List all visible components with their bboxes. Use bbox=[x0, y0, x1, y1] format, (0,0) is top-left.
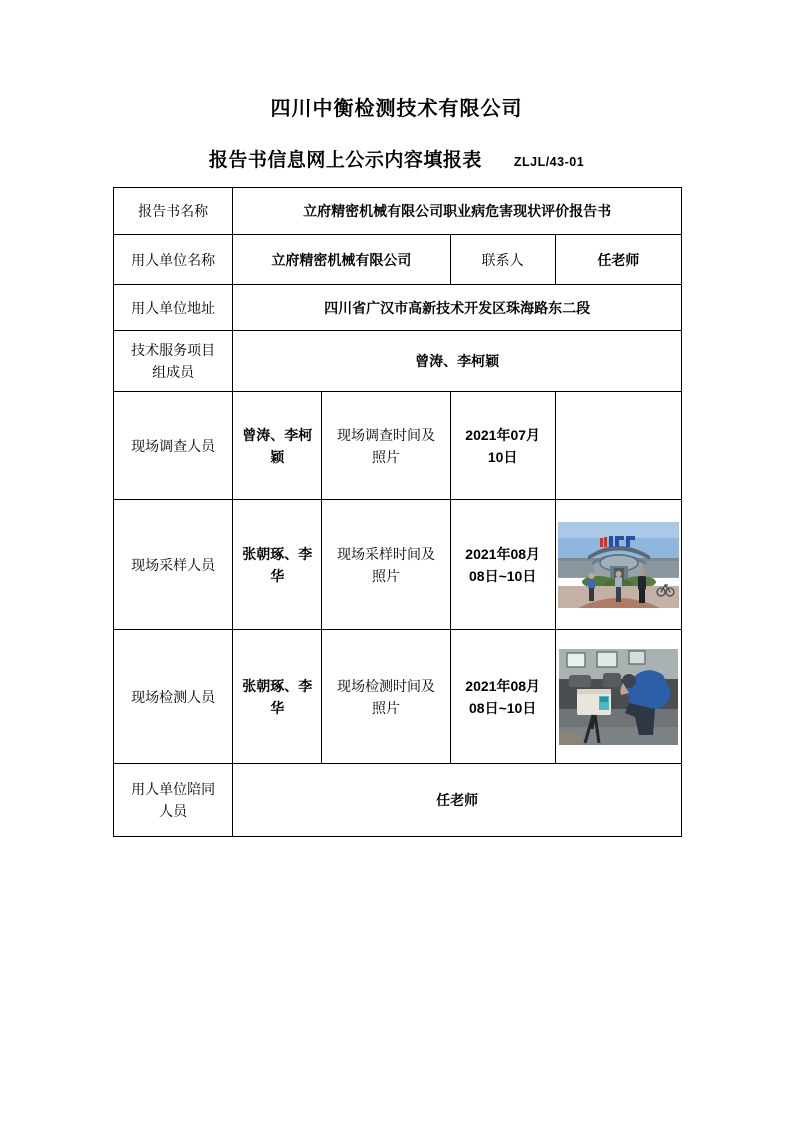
employer-name-label: 用人单位名称 bbox=[114, 235, 233, 285]
form-code: ZLJL/43-01 bbox=[513, 155, 585, 169]
sampling-time-label: 现场采样时间及照片 bbox=[322, 500, 450, 630]
row-escort bbox=[114, 764, 682, 837]
escort-label: 用人单位陪同人员 bbox=[114, 764, 233, 837]
report-name-value: 立府精密机械有限公司职业病危害现状评价报告书 bbox=[233, 188, 682, 235]
detection-time-label: 现场检测时间及照片 bbox=[322, 630, 450, 764]
row-report-name bbox=[114, 188, 682, 235]
survey-personnel: 曾涛、李柯颖 bbox=[233, 392, 322, 500]
row-detection bbox=[114, 630, 682, 764]
form-title: 报告书信息网上公示内容填报表 bbox=[208, 150, 482, 171]
project-team-value: 曾涛、李柯颖 bbox=[233, 331, 682, 392]
company-title: 四川中衡检测技术有限公司 bbox=[270, 98, 523, 120]
form-title-row bbox=[0, 145, 793, 172]
report-name-label: 报告书名称 bbox=[114, 188, 233, 235]
row-employer-name bbox=[114, 235, 682, 285]
project-team-label: 技术服务项目组成员 bbox=[114, 331, 233, 392]
sampling-photo-cell bbox=[555, 500, 681, 630]
employer-address-label: 用人单位地址 bbox=[114, 285, 233, 331]
detection-photo-cell bbox=[555, 630, 681, 764]
survey-time-value: 2021年07月10日 bbox=[450, 392, 555, 500]
liff-logo bbox=[600, 536, 635, 547]
sampling-instrument bbox=[577, 689, 611, 715]
row-project-team bbox=[114, 331, 682, 392]
detection-time-value: 2021年08月08日~10日 bbox=[450, 630, 555, 764]
survey-photo-cell bbox=[555, 392, 681, 500]
contact-value: 任老师 bbox=[555, 235, 681, 285]
detection-personnel: 张朝琢、李华 bbox=[233, 630, 322, 764]
sampling-time-value: 2021年08月08日~10日 bbox=[450, 500, 555, 630]
factory-entrance-photo bbox=[558, 522, 679, 608]
row-employer-address bbox=[114, 285, 682, 331]
sampling-personnel: 张朝琢、李华 bbox=[233, 500, 322, 630]
onsite-detection-photo bbox=[559, 649, 678, 745]
employer-address-value: 四川省广汉市高新技术开发区珠海路东二段 bbox=[233, 285, 682, 331]
contact-label: 联系人 bbox=[450, 235, 555, 285]
sampling-label: 现场采样人员 bbox=[114, 500, 233, 630]
detection-label: 现场检测人员 bbox=[114, 630, 233, 764]
row-survey bbox=[114, 392, 682, 500]
survey-time-label: 现场调查时间及照片 bbox=[322, 392, 450, 500]
survey-label: 现场调查人员 bbox=[114, 392, 233, 500]
employer-name-value: 立府精密机械有限公司 bbox=[233, 235, 450, 285]
escort-value: 任老师 bbox=[233, 764, 682, 837]
report-info-table bbox=[113, 187, 682, 837]
row-sampling bbox=[114, 500, 682, 630]
